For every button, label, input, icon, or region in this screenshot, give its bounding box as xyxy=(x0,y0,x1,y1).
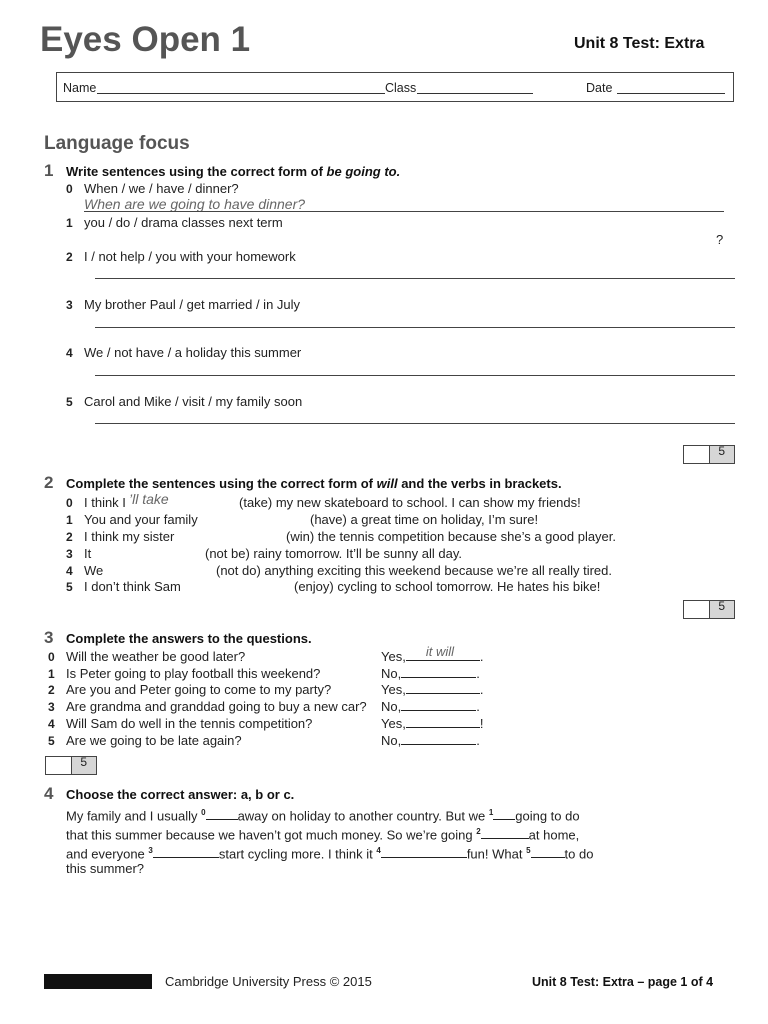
ex2-item-5: 5 I don’t think Sam xyxy=(66,579,181,594)
date-field[interactable] xyxy=(617,81,725,94)
ex3-item-5: 5 Are we going to be late again? xyxy=(48,733,242,748)
name-label: Name xyxy=(63,81,97,95)
ex3-answer-4[interactable]: Yes, ! xyxy=(381,716,484,731)
exercise-2-number: 2 xyxy=(44,473,54,492)
ex3-answer-3[interactable]: No, . xyxy=(381,699,480,714)
ex3-score-total: 5 xyxy=(72,757,97,774)
ex3-score-box[interactable] xyxy=(45,756,97,775)
ex4-gap-5[interactable] xyxy=(531,847,565,858)
exercise-1-instructions: Write sentences using the correct form of be going to. xyxy=(66,164,401,179)
footer-copyright: Cambridge University Press © 2015 xyxy=(165,974,372,989)
ex2-item-4: 4 We xyxy=(66,563,104,578)
ex3-item-1: 1 Is Peter going to play football this weekend? xyxy=(48,666,321,681)
ex1-answer-line-4[interactable] xyxy=(95,374,735,376)
ex3-answer-1[interactable]: No, . xyxy=(381,666,480,681)
ex1-answer-line-2[interactable] xyxy=(95,277,735,279)
ex4-line-1: My family and I usually $^0$ away on holiday to another country. But we $^1$ going to do xyxy=(66,808,580,824)
ex1-item-2: 2 I / not help / you with your homework xyxy=(66,249,296,264)
ex4-gap-4[interactable] xyxy=(381,847,467,858)
ex1-item-1: 1 you / do / drama classes next term xyxy=(66,215,283,230)
ex2-item-3-rest: (not be) rainy tomorrow. It’ll be sunny all day. xyxy=(205,546,462,561)
footer-page-info: Unit 8 Test: Extra – page 1 of 4 xyxy=(532,975,714,989)
ex4-line-2: that this summer because we haven’t got much money. So we’re going $^2$ at home, xyxy=(66,826,580,843)
ex1-score-box[interactable] xyxy=(683,445,735,464)
ex2-item-2-rest: (win) the tennis competition because she’s a good player. xyxy=(286,529,617,544)
ex2-item-3: 3 It xyxy=(66,546,92,561)
ex1-answer-line-5[interactable] xyxy=(95,422,735,424)
ex3-item-3: 3 Are grandma and granddad going to buy a new car? xyxy=(48,699,367,714)
ex3-example-answer: it will xyxy=(425,644,454,659)
ex1-answer-line-0 xyxy=(84,210,724,212)
ex2-item-1-rest: (have) a great time on holiday, I’m sure! xyxy=(310,512,539,527)
ex1-item-0: 0 When / we / have / dinner? xyxy=(66,181,239,196)
ex3-answer-2[interactable]: Yes, . xyxy=(381,682,484,697)
ex2-item-4-rest: (not do) anything exciting this weekend because we’re all really tired. xyxy=(216,563,612,578)
exercise-4-instructions: Choose the correct answer: a, b or c. xyxy=(66,787,295,802)
ex1-item-5: 5 Carol and Mike / visit / my family soon xyxy=(66,394,303,409)
ex3-item-4: 4 Will Sam do well in the tennis competition? xyxy=(48,716,313,731)
ex2-item-0: 0 I think I xyxy=(66,495,126,510)
date-label: Date xyxy=(586,81,613,95)
student-info-box xyxy=(56,72,734,102)
ex1-example-answer: When are we going to have dinner? xyxy=(84,196,306,212)
exercise-1-number: 1 xyxy=(44,161,54,180)
ex3-item-0: 0 Will the weather be good later? xyxy=(48,649,246,664)
ex4-gap-2[interactable] xyxy=(481,828,529,839)
class-field[interactable] xyxy=(417,81,533,94)
brand-title: Eyes Open 1 xyxy=(40,20,251,59)
ex3-answer-5[interactable]: No, . xyxy=(381,733,480,748)
ex1-item-4: 4 We / not have / a holiday this summer xyxy=(66,345,302,360)
exercise-3-number: 3 xyxy=(44,628,54,647)
exercise-2-instructions: Complete the sentences using the correct form of will and the verbs in brackets. xyxy=(66,476,562,491)
class-label: Class xyxy=(385,81,417,95)
ex1-score-total: 5 xyxy=(710,446,735,463)
ex4-gap-0[interactable] xyxy=(206,809,238,820)
ex1-item-1-qmark: ? xyxy=(716,232,724,247)
ex2-score-box[interactable] xyxy=(683,600,735,619)
section-title: Language focus xyxy=(44,133,190,154)
ex3-answer-0: Yes, it will . xyxy=(381,644,484,664)
exercise-4-number: 4 xyxy=(44,784,54,803)
ex1-item-3: 3 My brother Paul / get married / in July xyxy=(66,297,301,312)
exercise-3-instructions: Complete the answers to the questions. xyxy=(66,631,312,646)
ex2-score-total: 5 xyxy=(710,601,735,618)
ex4-gap-3[interactable] xyxy=(153,847,219,858)
ex2-item-0-rest: (take) my new skateboard to school. I can show my friends! xyxy=(239,495,581,510)
ex4-line-4: this summer? xyxy=(66,861,145,877)
unit-title: Unit 8 Test: Extra xyxy=(574,35,705,52)
ex2-item-2: 2 I think my sister xyxy=(66,529,175,544)
ex4-paragraph xyxy=(66,805,736,877)
name-field[interactable] xyxy=(97,81,385,94)
ex4-gap-1[interactable] xyxy=(493,809,515,820)
ex3-item-2: 2 Are you and Peter going to come to my party? xyxy=(48,682,332,697)
ex2-item-5-rest: (enjoy) cycling to school tomorrow. He hates his bike! xyxy=(294,579,601,594)
ex2-item-1: 1 You and your family xyxy=(66,512,198,527)
ex2-example-answer: ’ll take xyxy=(129,491,169,507)
footer-logo-bar xyxy=(44,974,152,989)
ex1-answer-line-3[interactable] xyxy=(95,326,735,328)
ex4-line-3: and everyone $^3$ start cycling more. I think it $^4$ fun! What $^5$ to do xyxy=(66,845,594,861)
